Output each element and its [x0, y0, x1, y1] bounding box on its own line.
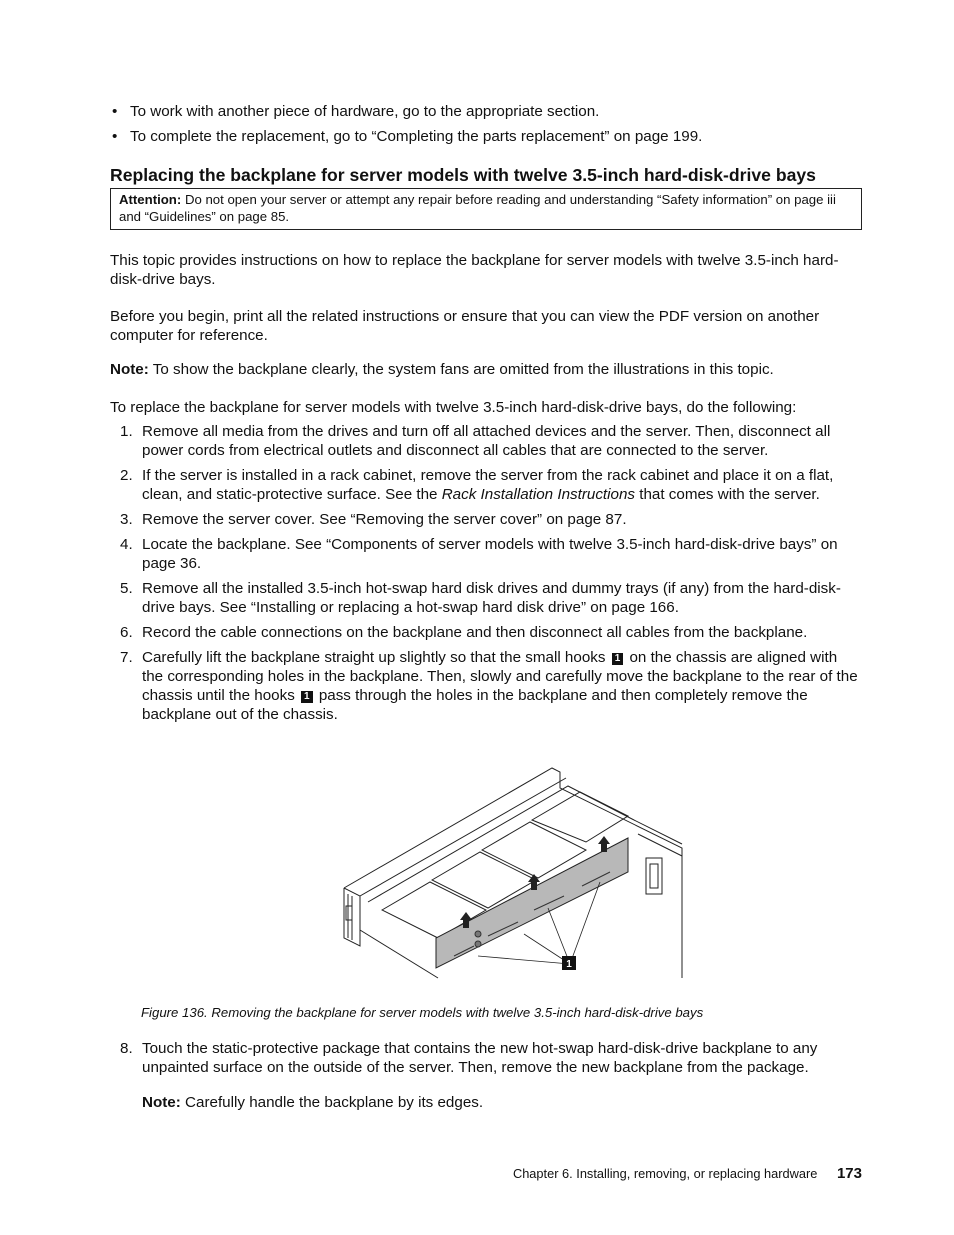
step-number: 8. — [120, 1040, 133, 1057]
step-number: 4. — [120, 536, 133, 553]
bullet-dot: • — [112, 128, 118, 145]
note-paragraph — [142, 1093, 483, 1112]
callout-badge: 1 — [301, 691, 313, 703]
chassis-drawing — [338, 760, 688, 982]
steps-list — [110, 422, 862, 730]
step-emphasis: Rack Installation Instructions — [441, 486, 636, 503]
bullet-list — [110, 102, 870, 152]
intro-paragraph: This topic provides instructions on how to replace the backplane for server models with twelve 3.5-inch hard-disk-drive bays. — [110, 252, 839, 288]
step-item — [110, 466, 862, 504]
step-text: that comes with the server. — [635, 486, 820, 503]
bullet-item — [110, 102, 870, 121]
callout-badge: 1 — [612, 653, 624, 665]
page-footer — [513, 1164, 862, 1183]
step-number: 2. — [120, 467, 133, 484]
footer-chapter: Chapter 6. Installing, removing, or replacing hardware — [512, 1166, 818, 1181]
bullet-dot: • — [112, 103, 118, 120]
step-item — [110, 579, 862, 617]
step-text: on the chassis are aligned with the corresponding holes in the backplane. Then, slowly and carefully move the backplane to the rear of the chassis until the hooks — [142, 649, 858, 704]
attention-box — [110, 188, 862, 230]
step-number: 3. — [120, 511, 133, 528]
figure-callout-label: 1 — [566, 959, 572, 970]
step-text: Carefully lift the backplane straight up slightly so that the small hooks — [142, 649, 610, 666]
backplane-illustration — [338, 760, 688, 982]
step-item — [110, 623, 862, 642]
side-bracket — [646, 858, 662, 894]
section-title: Replacing the backplane for server models with twelve 3.5-inch hard-disk-drive bays — [110, 165, 816, 185]
backplane-board — [436, 838, 628, 968]
step-text: Locate the backplane. See “Components of server models with twelve 3.5-inch hard-disk-drive bays” on page 36. — [142, 536, 838, 572]
step-item — [110, 535, 862, 573]
step-text: Record the cable connections on the backplane and then disconnect all cables from the backplane. — [142, 624, 808, 641]
bullet-item — [110, 127, 870, 146]
step-text: Remove all media from the drives and turn off all attached devices and the server. Then, disconnect all power cords from electrical outlets and disconnect all cables that are connected to the server. — [142, 423, 831, 459]
step-8 — [110, 1039, 862, 1077]
note-text: Carefully handle the backplane by its edges. — [185, 1094, 484, 1111]
step-item — [110, 1039, 862, 1083]
bullet-text: To complete the replacement, go to “Completing the parts replacement” on page 199. — [130, 128, 703, 145]
lead-paragraph: To replace the backplane for server models with twelve 3.5-inch hard-disk-drive bays, do the following: — [110, 399, 797, 416]
note-label: Note: — [110, 361, 149, 378]
note-text: To show the backplane clearly, the system fans are omitted from the illustrations in this topic. — [152, 361, 774, 378]
attention-text: Do not open your server or attempt any repair before reading and understanding “Safety information” on page iii and “Guidelines” on page 85. — [119, 192, 836, 224]
step-text: Remove the server cover. See “Removing the server cover” on page 87. — [142, 511, 627, 528]
page-number: 173 — [836, 1165, 862, 1182]
step-text: pass through the holes in the backplane and then completely remove the backplane out of the chassis. — [142, 687, 808, 723]
step-number: 6. — [120, 624, 133, 641]
note-label: Note: — [142, 1094, 181, 1111]
step-number: 7. — [120, 649, 133, 666]
before-paragraph: Before you begin, print all the related instructions or ensure that you can view the PDF version on another computer for reference. — [110, 308, 820, 344]
bullet-text: To work with another piece of hardware, go to the appropriate section. — [130, 103, 600, 120]
chassis-outline — [344, 768, 682, 978]
step-number: 5. — [120, 580, 133, 597]
figure-caption: Figure 136. Removing the backplane for server models with twelve 3.5-inch hard-disk-drive bays — [141, 1005, 704, 1020]
attention-label: Attention: — [119, 192, 182, 207]
step-number: 1. — [120, 423, 133, 440]
step-item — [110, 510, 862, 529]
step-text: Remove all the installed 3.5-inch hot-swap hard disk drives and dummy trays (if any) from the hard-disk-drive bays. See “Installing or replacing a hot-swap hard disk drive” on page 166. — [142, 580, 841, 616]
step-text: If the server is installed in a rack cabinet, remove the server from the rack cabinet and place it on a flat, clean, and static-protective surface. See the — [142, 467, 834, 503]
step-item — [110, 422, 862, 460]
step-item — [110, 648, 862, 724]
note-paragraph — [110, 360, 860, 379]
step-text: Touch the static-protective package that contains the new hot-swap hard-disk-drive backplane to any unpainted surface on the outside of the server. Then, remove the new backplane from the package. — [142, 1040, 818, 1076]
